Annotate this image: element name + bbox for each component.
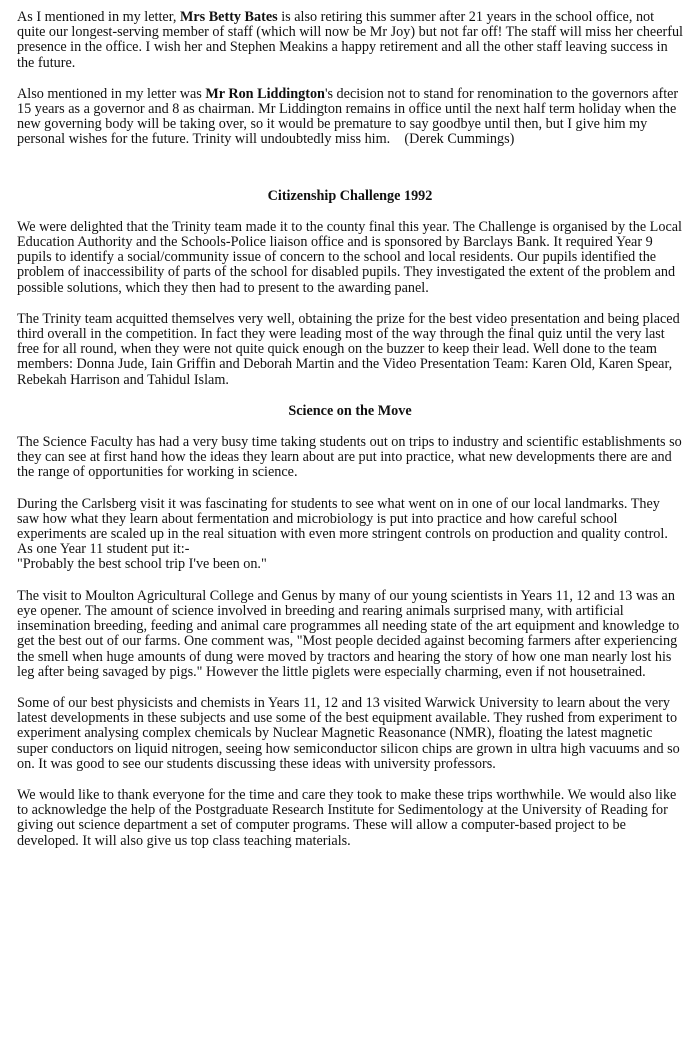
student-quote: "Probably the best school trip I've been on." bbox=[17, 556, 267, 573]
science-p2-text: During the Carlsberg visit it was fascinating for students to see what went on in one of our local landmarks. They saw how what they learn about fermentation and microbiology is put into practice and how careful school experiments are scaled up in the real situation with even more stringent controls on production and quality control. As one Year 11 student put it:- bbox=[17, 495, 668, 558]
signature: (Derek Cummings) bbox=[404, 131, 515, 148]
science-paragraph-5: We would like to thank everyone for the time and care they took to make these trips worthwhile. We would also like to acknowledge the help of the Postgraduate Research Institute for Sedimentology at the University of Reading for giving out science department a set of computer programs. These will allow a computer-based project to be developed. It will also give us top class teaching materials. bbox=[17, 786, 677, 849]
intro-paragraph-retirement bbox=[17, 10, 683, 71]
science-heading: Science on the Move bbox=[288, 402, 412, 419]
intro-p1-pre: As I mentioned in my letter, bbox=[17, 9, 180, 25]
newsletter-page bbox=[17, 10, 683, 865]
section-gap bbox=[17, 164, 683, 189]
citizenship-paragraph-2: The Trinity team acquitted themselves very well, obtaining the prize for the best video presentation and being placed third overall in the competition. In fact they were leading most of the way through the final quiz until the very last free for all round, when they were not quite quick enough on the buzzer to keep their lead. Well done to the team members: Donna Jude, Iain Griffin and Deborah Martin and the Video Presentation Team: Karen Old, Karen Spear, Rebekah Harrison and Tahidul Islam. bbox=[17, 310, 680, 388]
governor-name: Mr Ron Liddington bbox=[205, 85, 325, 102]
citizenship-paragraph-1: We were delighted that the Trinity team made it to the county final this year. The Challenge is organised by the Local Education Authority and the Schools-Police liaison office and is sponsored by Barclays Bank. It required Year 9 pupils to identify a social/community issue of concern to the school and local residents. Our pupils identified the problem of inaccessibility of parts of the school for disabled pupils. They investigated the extent of the problem and possible solutions, which they then had to present to the awarding panel. bbox=[17, 218, 682, 296]
science-paragraph-4: Some of our best physicists and chemists in Years 11, 12 and 13 visited Warwick University to learn about the very latest developments in these subjects and use some of the best equipment available. They rushed from experiment to experiment analysing complex chemicals by Nuclear Magnetic Reasonance (NMR), floating the latest magnetic super conductors on liquid nitrogen, seeing how semiconductor silicon chips are grown in ultra high vacuums and so on. It was good to see our students discussing these ideas with university professors. bbox=[17, 694, 680, 772]
citizenship-heading: Citizenship Challenge 1992 bbox=[267, 187, 433, 204]
retiree-name: Mrs Betty Bates bbox=[179, 9, 278, 25]
science-paragraph-1: The Science Faculty has had a very busy time taking students out on trips to industry and scientific establishments so they can see at first hand how the ideas they learn about are put into practice, what new developments there are and the range of opportunities for working in science. bbox=[17, 434, 682, 481]
intro-paragraph-governor bbox=[17, 87, 683, 148]
intro-p1-post: is also retiring this summer after 21 years in the school office, not quite our longest-serving member of staff (which will now be Mr Joy) but not far off! The staff will miss her cheerful presence in the office. I wish her and Stephen Meakins a happy retirement and all the other staff leaving success in the future. bbox=[17, 9, 684, 71]
intro-p2-post: 's decision not to stand for renomination to the governors after 15 years as a governor and 8 as chairman. Mr Liddington remains in office until the next half term holiday when the new governing body will be taking over, so it would be premature to say goodbye until then, but I give him my personal wishes for the future. Trinity will undoubtedly miss him. bbox=[17, 85, 679, 148]
science-paragraph-3: The visit to Moulton Agricultural College and Genus by many of our young scientists in Years 11, 12 and 13 was an eye opener. The amount of science involved in breeding and rearing animals surprised many, with artificial insemination breeding, feeding and animal care programmes all needing state of the art equipment and knowledge to get the best out of our farms. One comment was, "Most people decided against becoming farmers after experiencing the smell when huge amounts of dung were moved by tractors and hearing the story of how one man nearly lost his leg after being savaged by pigs." However the little piglets were especially charming, even if not housetrained. bbox=[17, 587, 680, 680]
intro-p2-pre: Also mentioned in my letter was bbox=[17, 85, 206, 102]
science-paragraph-2 bbox=[17, 497, 683, 573]
